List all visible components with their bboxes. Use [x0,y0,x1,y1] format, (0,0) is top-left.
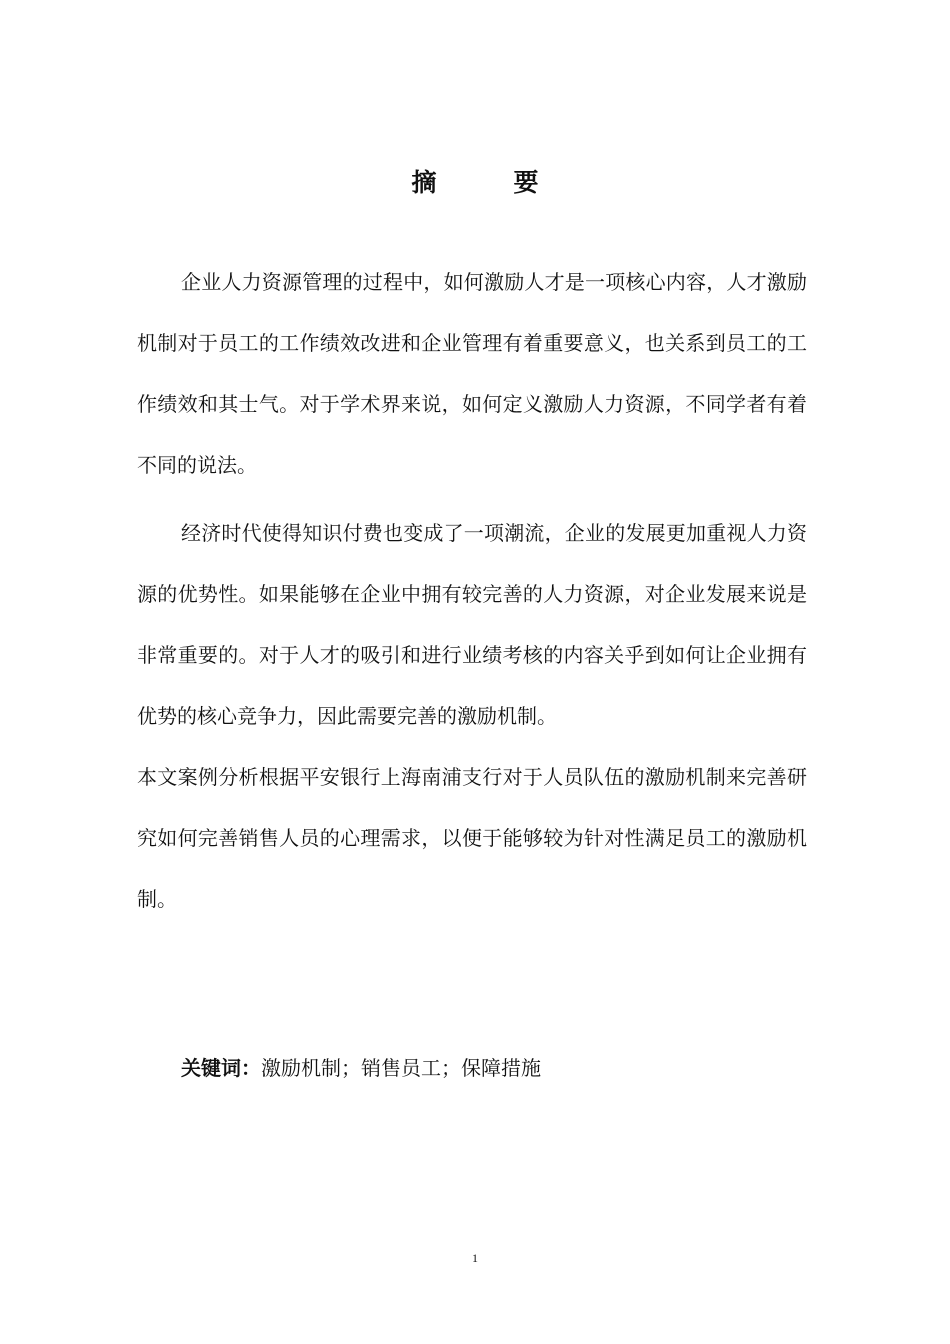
abstract-paragraph-2: 经济时代使得知识付费也变成了一项潮流，企业的发展更加重视人力资源的优势性。如果能够在企业中拥有较完善的人力资源，对企业发展来说是非常重要的。对于人才的吸引和进行业绩考核的内容关乎到如何让企业拥有优势的核心竞争力，因此需要完善的激励机制。 [137,521,807,728]
page-number: 1 [472,1251,478,1265]
keywords-value: 激励机制；销售员工；保障措施 [261,1056,541,1080]
abstract-paragraph-3: 本文案例分析根据平安银行上海南浦支行对于人员队伍的激励机制来完善研究如何完善销售人员的心理需求，以便于能够较为针对性满足员工的激励机制。 [137,765,807,911]
abstract-body [137,252,807,930]
abstract-title: 摘 要 [411,168,565,197]
abstract-paragraph-1: 企业人力资源管理的过程中，如何激励人才是一项核心内容，人才激励机制对于员工的工作绩效改进和企业管理有着重要意义，也关系到员工的工作绩效和其士气。对于学术界来说，如何定义激励人力资源，不同学者有着不同的说法。 [137,270,807,477]
keywords-line [181,1049,541,1087]
keywords-label: 关键词： [181,1056,261,1080]
